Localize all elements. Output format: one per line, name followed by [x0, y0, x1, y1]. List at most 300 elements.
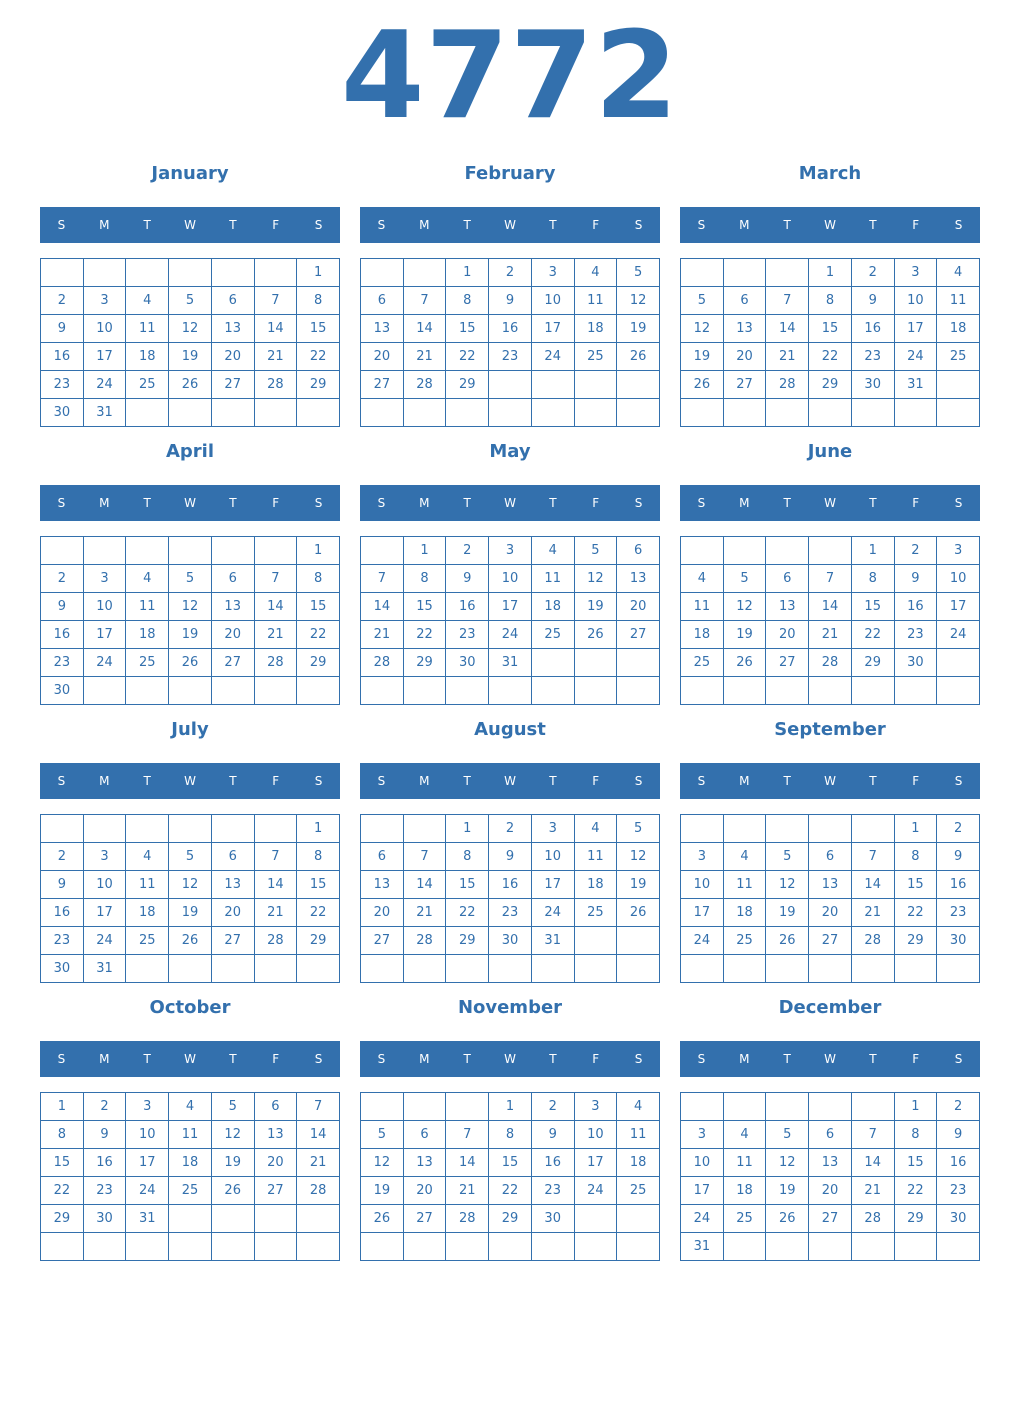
weekday-header — [360, 763, 660, 799]
day-cell: 24 — [489, 621, 532, 649]
weekday-header — [360, 207, 660, 243]
year-title: 4772 — [341, 7, 679, 146]
day-cell: 24 — [681, 927, 724, 955]
day-cell: 13 — [212, 593, 255, 621]
day-cell: 3 — [84, 287, 127, 315]
day-cell: 15 — [489, 1149, 532, 1177]
day-cell: 23 — [532, 1177, 575, 1205]
day-cell: 1 — [809, 259, 852, 287]
weekday-label: M — [99, 774, 110, 788]
day-cell: 10 — [489, 565, 532, 593]
weekday-label: T — [143, 218, 151, 232]
day-cell: 18 — [126, 621, 169, 649]
month-name: May — [489, 441, 531, 462]
day-cell: 7 — [404, 843, 447, 871]
day-cell: 21 — [852, 899, 895, 927]
weekday-label: S — [57, 218, 66, 232]
day-cell — [169, 815, 212, 843]
day-cell — [404, 677, 447, 705]
day-cell: 25 — [532, 621, 575, 649]
day-cell: 17 — [937, 593, 980, 621]
day-cell: 27 — [766, 649, 809, 677]
weekday-label: S — [954, 496, 963, 510]
day-grid — [40, 814, 340, 983]
day-cell: 25 — [575, 343, 618, 371]
day-cell — [681, 259, 724, 287]
day-cell — [169, 259, 212, 287]
day-cell: 3 — [489, 537, 532, 565]
day-cell: 21 — [404, 899, 447, 927]
day-cell — [297, 1233, 340, 1261]
day-cell: 28 — [404, 927, 447, 955]
day-cell: 7 — [361, 565, 404, 593]
weekday-label: W — [504, 496, 516, 510]
day-cell — [681, 399, 724, 427]
weekday-label: F — [272, 774, 280, 788]
day-cell: 22 — [895, 1177, 938, 1205]
day-cell: 28 — [852, 1205, 895, 1233]
day-grid — [680, 258, 980, 427]
day-cell: 23 — [446, 621, 489, 649]
day-cell — [724, 815, 767, 843]
day-cell — [361, 1093, 404, 1121]
day-cell: 18 — [724, 899, 767, 927]
day-cell: 20 — [724, 343, 767, 371]
day-cell: 22 — [489, 1177, 532, 1205]
day-cell — [255, 259, 298, 287]
day-cell — [361, 259, 404, 287]
weekday-label: T — [869, 1052, 877, 1066]
day-cell: 1 — [297, 537, 340, 565]
day-cell: 21 — [255, 621, 298, 649]
weekday-label: W — [824, 1052, 836, 1066]
day-cell: 14 — [404, 315, 447, 343]
day-cell — [297, 1205, 340, 1233]
day-cell: 1 — [41, 1093, 84, 1121]
weekday-header — [360, 485, 660, 521]
weekday-label: F — [592, 774, 600, 788]
day-cell: 8 — [489, 1121, 532, 1149]
day-cell — [766, 259, 809, 287]
day-cell — [446, 1093, 489, 1121]
day-cell: 23 — [489, 343, 532, 371]
day-cell: 8 — [297, 565, 340, 593]
weekday-label: S — [57, 1052, 66, 1066]
day-cell: 1 — [895, 815, 938, 843]
day-cell: 29 — [809, 371, 852, 399]
day-cell: 30 — [532, 1205, 575, 1233]
day-cell: 4 — [724, 843, 767, 871]
weekday-label: S — [634, 496, 643, 510]
day-cell — [937, 399, 980, 427]
day-cell: 25 — [126, 371, 169, 399]
day-cell: 11 — [681, 593, 724, 621]
day-cell — [255, 677, 298, 705]
day-cell: 29 — [297, 927, 340, 955]
day-cell — [169, 677, 212, 705]
weekday-label: S — [377, 774, 386, 788]
weekday-label: M — [419, 496, 430, 510]
day-cell: 12 — [766, 871, 809, 899]
day-cell — [361, 1233, 404, 1261]
day-cell — [255, 537, 298, 565]
day-cell: 10 — [575, 1121, 618, 1149]
weekday-label: S — [314, 496, 323, 510]
day-cell — [575, 399, 618, 427]
day-cell: 22 — [446, 899, 489, 927]
day-cell — [126, 815, 169, 843]
day-cell: 19 — [617, 871, 660, 899]
day-cell — [724, 259, 767, 287]
day-cell: 25 — [937, 343, 980, 371]
weekday-label: S — [314, 774, 323, 788]
day-cell — [212, 1233, 255, 1261]
day-cell — [489, 677, 532, 705]
day-cell: 18 — [617, 1149, 660, 1177]
day-cell: 18 — [126, 343, 169, 371]
day-cell: 16 — [895, 593, 938, 621]
weekday-label: T — [783, 496, 791, 510]
day-cell: 20 — [361, 899, 404, 927]
day-cell: 5 — [617, 259, 660, 287]
day-cell: 17 — [532, 871, 575, 899]
weekday-header — [40, 763, 340, 799]
day-cell: 16 — [532, 1149, 575, 1177]
day-cell: 19 — [212, 1149, 255, 1177]
day-cell: 25 — [575, 899, 618, 927]
weekday-label: T — [783, 774, 791, 788]
day-cell: 16 — [937, 871, 980, 899]
day-cell — [212, 399, 255, 427]
day-cell: 28 — [255, 927, 298, 955]
day-cell: 11 — [724, 871, 767, 899]
day-cell — [724, 677, 767, 705]
day-cell: 2 — [937, 815, 980, 843]
day-cell: 7 — [852, 1121, 895, 1149]
day-cell: 22 — [895, 899, 938, 927]
day-cell: 31 — [84, 955, 127, 983]
day-cell: 26 — [169, 371, 212, 399]
day-cell: 30 — [937, 927, 980, 955]
weekday-label: W — [184, 1052, 196, 1066]
day-cell — [809, 1093, 852, 1121]
day-cell: 6 — [212, 843, 255, 871]
day-cell — [895, 677, 938, 705]
day-cell: 24 — [84, 649, 127, 677]
day-cell: 1 — [895, 1093, 938, 1121]
day-cell: 18 — [126, 899, 169, 927]
day-cell: 3 — [575, 1093, 618, 1121]
day-cell: 20 — [212, 343, 255, 371]
weekday-label: T — [463, 218, 471, 232]
day-cell: 27 — [361, 927, 404, 955]
day-cell: 8 — [852, 565, 895, 593]
weekday-header — [40, 207, 340, 243]
day-cell: 7 — [255, 843, 298, 871]
weekday-label: W — [504, 218, 516, 232]
day-cell: 25 — [681, 649, 724, 677]
weekday-label: S — [697, 1052, 706, 1066]
weekday-label: S — [314, 218, 323, 232]
day-cell: 26 — [212, 1177, 255, 1205]
day-cell: 27 — [361, 371, 404, 399]
day-cell: 15 — [852, 593, 895, 621]
day-cell: 24 — [532, 899, 575, 927]
day-cell: 15 — [446, 315, 489, 343]
day-cell — [617, 649, 660, 677]
day-cell — [41, 259, 84, 287]
weekday-label: T — [143, 774, 151, 788]
day-cell: 12 — [766, 1149, 809, 1177]
day-cell: 26 — [617, 899, 660, 927]
day-cell — [937, 955, 980, 983]
day-cell: 18 — [169, 1149, 212, 1177]
day-cell: 21 — [404, 343, 447, 371]
day-cell: 4 — [937, 259, 980, 287]
day-cell — [766, 955, 809, 983]
day-cell: 29 — [297, 371, 340, 399]
weekday-label: S — [377, 218, 386, 232]
weekday-label: F — [272, 1052, 280, 1066]
day-cell: 9 — [489, 843, 532, 871]
day-cell — [489, 955, 532, 983]
weekday-label: F — [272, 218, 280, 232]
day-cell — [41, 1233, 84, 1261]
month-name: August — [474, 719, 546, 740]
day-cell — [297, 677, 340, 705]
day-cell — [852, 955, 895, 983]
day-cell: 9 — [937, 843, 980, 871]
day-cell: 14 — [255, 315, 298, 343]
day-cell: 21 — [766, 343, 809, 371]
day-cell: 8 — [895, 843, 938, 871]
day-cell: 29 — [404, 649, 447, 677]
day-cell: 15 — [895, 1149, 938, 1177]
day-cell: 16 — [852, 315, 895, 343]
day-cell — [126, 537, 169, 565]
day-cell — [766, 677, 809, 705]
weekday-header — [680, 1041, 980, 1077]
day-cell: 27 — [724, 371, 767, 399]
day-cell — [766, 537, 809, 565]
day-cell — [361, 677, 404, 705]
day-cell: 31 — [489, 649, 532, 677]
day-cell: 12 — [724, 593, 767, 621]
day-cell: 13 — [617, 565, 660, 593]
day-cell: 14 — [255, 871, 298, 899]
month-name: November — [457, 997, 563, 1018]
day-cell: 16 — [446, 593, 489, 621]
weekday-label: F — [592, 1052, 600, 1066]
day-cell: 15 — [297, 871, 340, 899]
day-cell: 9 — [895, 565, 938, 593]
day-cell — [212, 1205, 255, 1233]
day-cell — [404, 1093, 447, 1121]
weekday-header — [40, 485, 340, 521]
day-cell — [617, 955, 660, 983]
day-cell: 6 — [361, 287, 404, 315]
day-cell: 6 — [809, 843, 852, 871]
day-cell: 9 — [41, 593, 84, 621]
day-cell: 4 — [575, 259, 618, 287]
day-cell: 20 — [361, 343, 404, 371]
day-cell: 3 — [84, 843, 127, 871]
day-cell: 26 — [681, 371, 724, 399]
day-cell — [575, 1205, 618, 1233]
day-cell — [212, 677, 255, 705]
day-cell: 8 — [41, 1121, 84, 1149]
day-cell: 20 — [404, 1177, 447, 1205]
weekday-label: F — [912, 218, 920, 232]
day-cell: 11 — [724, 1149, 767, 1177]
day-cell — [255, 815, 298, 843]
day-cell: 20 — [809, 899, 852, 927]
day-cell: 28 — [852, 927, 895, 955]
day-cell: 29 — [41, 1205, 84, 1233]
day-cell: 7 — [852, 843, 895, 871]
weekday-label: M — [419, 218, 430, 232]
day-cell — [895, 399, 938, 427]
day-cell: 17 — [575, 1149, 618, 1177]
day-cell — [169, 955, 212, 983]
day-cell — [575, 371, 618, 399]
day-cell — [297, 955, 340, 983]
day-cell — [532, 1233, 575, 1261]
day-cell: 22 — [41, 1177, 84, 1205]
day-cell — [532, 399, 575, 427]
month-name: October — [149, 997, 231, 1018]
weekday-label: T — [143, 496, 151, 510]
day-grid — [360, 814, 660, 983]
weekday-label: F — [912, 496, 920, 510]
weekday-header — [680, 763, 980, 799]
weekday-label: S — [634, 774, 643, 788]
day-cell — [937, 677, 980, 705]
day-cell: 10 — [937, 565, 980, 593]
day-cell: 27 — [255, 1177, 298, 1205]
day-cell — [404, 815, 447, 843]
day-cell: 16 — [41, 899, 84, 927]
day-cell: 30 — [41, 955, 84, 983]
weekday-header — [680, 207, 980, 243]
day-cell — [404, 955, 447, 983]
day-cell: 13 — [361, 871, 404, 899]
day-cell: 6 — [212, 565, 255, 593]
day-cell: 4 — [169, 1093, 212, 1121]
day-cell: 3 — [681, 1121, 724, 1149]
day-cell: 8 — [446, 287, 489, 315]
day-cell: 22 — [297, 899, 340, 927]
day-cell: 21 — [255, 343, 298, 371]
day-cell: 18 — [575, 315, 618, 343]
day-cell: 1 — [446, 259, 489, 287]
day-cell: 5 — [575, 537, 618, 565]
day-cell: 27 — [212, 927, 255, 955]
day-cell — [724, 399, 767, 427]
day-cell: 14 — [852, 871, 895, 899]
month-name: April — [165, 441, 215, 462]
day-cell: 13 — [809, 871, 852, 899]
day-cell — [724, 537, 767, 565]
weekday-label: M — [419, 774, 430, 788]
day-cell: 20 — [766, 621, 809, 649]
day-cell — [617, 927, 660, 955]
weekday-label: T — [229, 496, 237, 510]
day-cell: 4 — [126, 843, 169, 871]
weekday-label: S — [954, 1052, 963, 1066]
day-cell: 2 — [446, 537, 489, 565]
day-cell — [766, 1233, 809, 1261]
day-cell — [681, 1093, 724, 1121]
day-cell — [532, 955, 575, 983]
day-cell — [937, 371, 980, 399]
day-cell: 14 — [255, 593, 298, 621]
weekday-label: F — [912, 774, 920, 788]
day-cell: 3 — [532, 815, 575, 843]
day-cell: 9 — [937, 1121, 980, 1149]
weekday-label: T — [549, 496, 557, 510]
day-cell: 19 — [681, 343, 724, 371]
weekday-label: M — [739, 496, 750, 510]
day-cell — [681, 955, 724, 983]
weekday-label: W — [824, 218, 836, 232]
day-cell — [84, 259, 127, 287]
day-cell — [361, 399, 404, 427]
day-cell: 21 — [809, 621, 852, 649]
day-cell: 9 — [446, 565, 489, 593]
day-cell: 28 — [809, 649, 852, 677]
weekday-label: S — [377, 496, 386, 510]
day-cell: 6 — [809, 1121, 852, 1149]
day-cell: 26 — [617, 343, 660, 371]
day-cell: 11 — [126, 593, 169, 621]
day-cell: 26 — [361, 1205, 404, 1233]
day-cell — [84, 815, 127, 843]
day-cell — [489, 1233, 532, 1261]
day-cell: 13 — [361, 315, 404, 343]
day-cell: 2 — [84, 1093, 127, 1121]
weekday-label: T — [463, 496, 471, 510]
day-cell: 1 — [297, 259, 340, 287]
weekday-label: S — [314, 1052, 323, 1066]
day-cell — [126, 955, 169, 983]
day-cell — [617, 371, 660, 399]
day-cell: 22 — [852, 621, 895, 649]
day-cell: 3 — [681, 843, 724, 871]
day-cell: 28 — [446, 1205, 489, 1233]
day-cell — [681, 537, 724, 565]
day-cell: 26 — [575, 621, 618, 649]
day-cell — [84, 1233, 127, 1261]
day-cell — [937, 649, 980, 677]
day-cell: 28 — [255, 649, 298, 677]
day-cell: 6 — [404, 1121, 447, 1149]
weekday-label: M — [419, 1052, 430, 1066]
weekday-label: S — [57, 496, 66, 510]
day-cell: 10 — [532, 287, 575, 315]
day-cell — [852, 815, 895, 843]
day-cell: 5 — [617, 815, 660, 843]
day-cell: 14 — [852, 1149, 895, 1177]
weekday-label: W — [184, 496, 196, 510]
day-cell: 5 — [169, 565, 212, 593]
day-cell: 29 — [895, 1205, 938, 1233]
day-cell: 25 — [724, 1205, 767, 1233]
day-cell: 11 — [532, 565, 575, 593]
day-cell: 20 — [809, 1177, 852, 1205]
day-cell: 12 — [617, 843, 660, 871]
weekday-label: W — [504, 774, 516, 788]
